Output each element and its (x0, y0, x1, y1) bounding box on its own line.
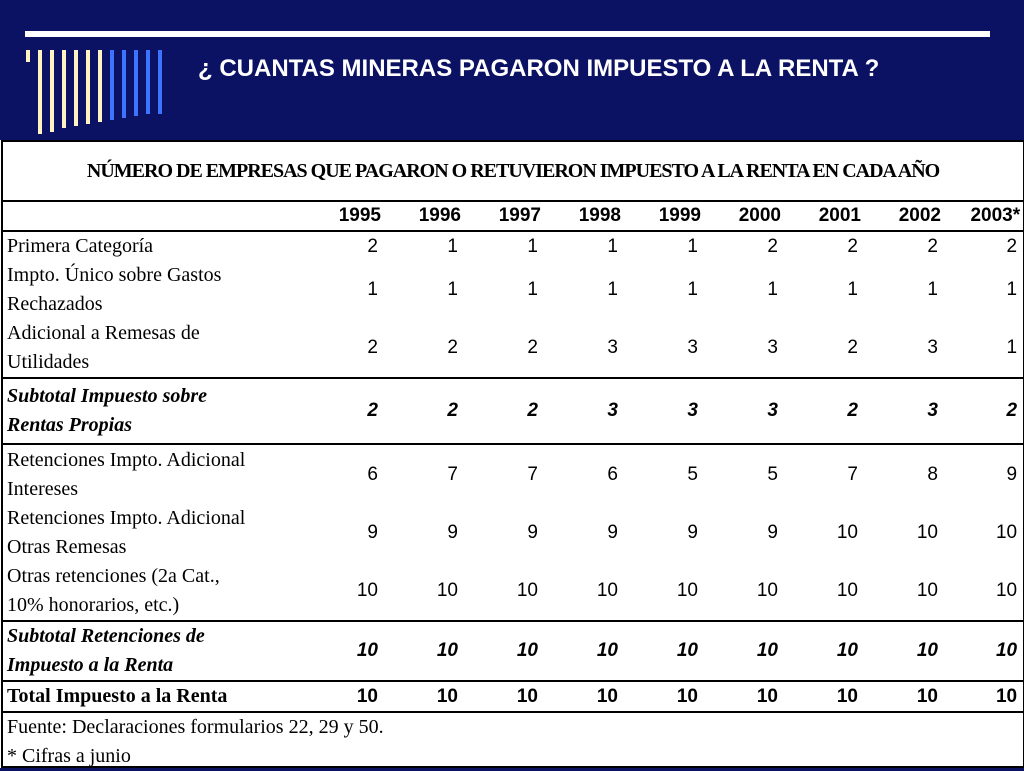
value-cell: 10 (945, 621, 1024, 681)
value-cell: 10 (756, 580, 778, 601)
decorative-bar (146, 50, 150, 114)
value-cell: 10 (865, 621, 945, 681)
value-cell: 3 (545, 378, 625, 444)
value-cell: 10 (465, 621, 545, 681)
value-cell: 10 (545, 681, 625, 712)
value-cell: 10 (465, 681, 545, 712)
header-rule (25, 31, 990, 37)
value-cell: 2 (367, 337, 378, 358)
value-cell: 1 (607, 279, 618, 300)
value-cell: 10 (596, 580, 618, 601)
decorative-bar (98, 50, 102, 122)
source-note: Fuente: Declaraciones formularios 22, 29 y 50. (7, 716, 384, 738)
value-cell: 3 (705, 378, 785, 444)
value-cell: 10 (945, 681, 1024, 712)
year-header: 2002 (865, 201, 945, 231)
value-cell: 2 (367, 235, 378, 257)
value-cell: 9 (367, 522, 378, 543)
decorative-bar (158, 50, 162, 114)
value-cell: 7 (385, 444, 465, 504)
year-header: 2003* (945, 201, 1024, 231)
row-label-line: Subtotal Retenciones de (7, 625, 205, 647)
value-cell: 3 (607, 337, 618, 358)
value-cell: 5 (705, 444, 785, 504)
value-cell: 2 (1006, 235, 1018, 257)
row-label-line: Subtotal Impuesto sobre (7, 385, 208, 407)
row-label-line: Utilidades (7, 351, 90, 373)
year-header: 1997 (465, 201, 545, 231)
value-cell: 2 (927, 235, 938, 257)
value-cell: 3 (687, 337, 698, 358)
value-cell: 1 (447, 235, 458, 257)
value-cell: 2 (527, 337, 538, 358)
value-cell: 7 (465, 444, 545, 504)
value-cell: 1 (767, 279, 778, 300)
header-empty-cell (2, 201, 290, 231)
row-label (2, 444, 290, 504)
value-cell: 3 (865, 378, 945, 444)
row-label-line: Otras Remesas (7, 536, 127, 558)
value-cell: 1 (527, 279, 538, 300)
slide-title: ¿ CUANTAS MINERAS PAGARON IMPUESTO A LA RENTA ? (198, 55, 880, 82)
value-cell: 6 (290, 444, 385, 504)
decorative-bar (38, 50, 42, 134)
decorative-bar (134, 50, 138, 116)
value-cell: 10 (995, 580, 1018, 601)
value-cell: 1 (847, 279, 858, 300)
year-header: 2000 (705, 201, 785, 231)
row-label-line: Rentas Propias (7, 414, 133, 436)
row-label (2, 319, 290, 378)
row-label (2, 681, 290, 712)
value-cell: 2 (385, 378, 465, 444)
row-label-line: Primera Categoría (7, 235, 154, 257)
value-cell: 9 (447, 522, 458, 543)
value-cell: 2 (785, 378, 865, 444)
table-row (2, 378, 1024, 444)
value-cell: 2 (847, 337, 858, 358)
row-label-line: Retenciones Impto. Adicional (7, 448, 246, 471)
value-cell: 1 (607, 235, 618, 257)
decorative-bar (26, 50, 30, 62)
year-header: 1998 (545, 201, 625, 231)
table-row (2, 621, 1024, 681)
value-cell: 10 (836, 522, 858, 543)
value-cell: 10 (865, 681, 945, 712)
value-cell: 3 (625, 378, 705, 444)
table-row (2, 444, 1024, 504)
value-cell: 3 (927, 337, 938, 358)
value-cell: 10 (290, 621, 385, 681)
value-cell: 3 (767, 337, 778, 358)
footnote-row (2, 712, 1024, 771)
row-label (2, 378, 290, 444)
value-cell: 9 (687, 522, 698, 543)
row-label-line: Impto. Único sobre Gastos (7, 264, 222, 286)
value-cell: 1 (367, 279, 378, 300)
value-cell: 1 (527, 235, 538, 257)
year-header: 1996 (385, 201, 465, 231)
row-label-line: Total Impuesto a la Renta (7, 685, 228, 707)
year-header-row (2, 201, 1024, 231)
value-cell: 8 (865, 444, 945, 504)
value-cell: 1 (687, 235, 698, 257)
value-cell: 1 (927, 279, 938, 300)
decorative-bar (122, 50, 126, 118)
value-cell: 1 (1006, 279, 1018, 300)
decorative-bar (62, 50, 66, 128)
value-cell: 10 (836, 580, 858, 601)
row-label-line: Rechazados (7, 293, 103, 315)
value-cell: 10 (995, 522, 1018, 543)
row-label (2, 504, 290, 562)
row-label-line: Otras retenciones (2a Cat., (7, 565, 220, 587)
value-cell: 7 (785, 444, 865, 504)
table-row (2, 681, 1024, 712)
value-cell: 10 (705, 681, 785, 712)
value-cell: 10 (385, 681, 465, 712)
row-label (2, 261, 290, 319)
row-label-line: Impuesto a la Renta (7, 654, 174, 676)
row-label-line: Intereses (7, 477, 79, 500)
value-cell: 10 (545, 621, 625, 681)
value-cell: 9 (945, 444, 1024, 504)
value-cell: 10 (705, 621, 785, 681)
value-cell: 10 (436, 580, 458, 601)
value-cell: 9 (527, 522, 538, 543)
value-cell: 5 (625, 444, 705, 504)
value-cell: 10 (916, 580, 938, 601)
year-header: 1999 (625, 201, 705, 231)
value-cell: 1 (687, 279, 698, 300)
decorative-bar (110, 50, 114, 120)
value-cell: 9 (607, 522, 618, 543)
table-row (2, 231, 1024, 261)
row-label (2, 562, 290, 621)
row-label-line: 10% honorarios, etc.) (7, 594, 180, 616)
value-cell: 2 (290, 378, 385, 444)
row-label (2, 231, 290, 261)
value-cell: 6 (545, 444, 625, 504)
row-label (2, 621, 290, 681)
decorative-bar (86, 50, 90, 124)
value-cell: 10 (516, 580, 538, 601)
value-cell: 10 (290, 681, 385, 712)
decorative-bars (26, 50, 176, 138)
decorative-bar (74, 50, 78, 126)
table-caption: NÚMERO DE EMPRESAS QUE PAGARON O RETUVIERON IMPUESTO A LA RENTA EN CADA AÑO (2, 141, 1024, 201)
decorative-bar (50, 50, 54, 132)
year-header: 2001 (785, 201, 865, 231)
value-cell: 10 (356, 580, 378, 601)
value-cell: 10 (916, 522, 938, 543)
value-cell: 2 (447, 337, 458, 358)
value-cell: 2 (945, 378, 1024, 444)
value-cell: 10 (385, 621, 465, 681)
value-cell: 2 (767, 235, 778, 257)
value-cell: 10 (625, 681, 705, 712)
value-cell: 9 (767, 522, 778, 543)
value-cell: 10 (785, 681, 865, 712)
value-cell: 1 (1006, 337, 1018, 358)
value-cell: 10 (785, 621, 865, 681)
row-label-line: Adicional a Remesas de (7, 322, 200, 344)
table-row (2, 261, 1024, 319)
year-header: 1995 (290, 201, 385, 231)
date-note: * Cifras a junio (7, 745, 131, 767)
row-label-line: Retenciones Impto. Adicional (7, 507, 246, 529)
tax-table (1, 140, 1024, 771)
value-cell: 2 (465, 378, 545, 444)
value-cell: 10 (625, 621, 705, 681)
table-row (2, 504, 1024, 562)
table-row (2, 562, 1024, 621)
value-cell: 2 (847, 235, 858, 257)
footnotes (2, 712, 1024, 771)
table-panel (0, 140, 1024, 768)
value-cell: 1 (447, 279, 458, 300)
value-cell: 10 (676, 580, 698, 601)
table-row (2, 319, 1024, 378)
